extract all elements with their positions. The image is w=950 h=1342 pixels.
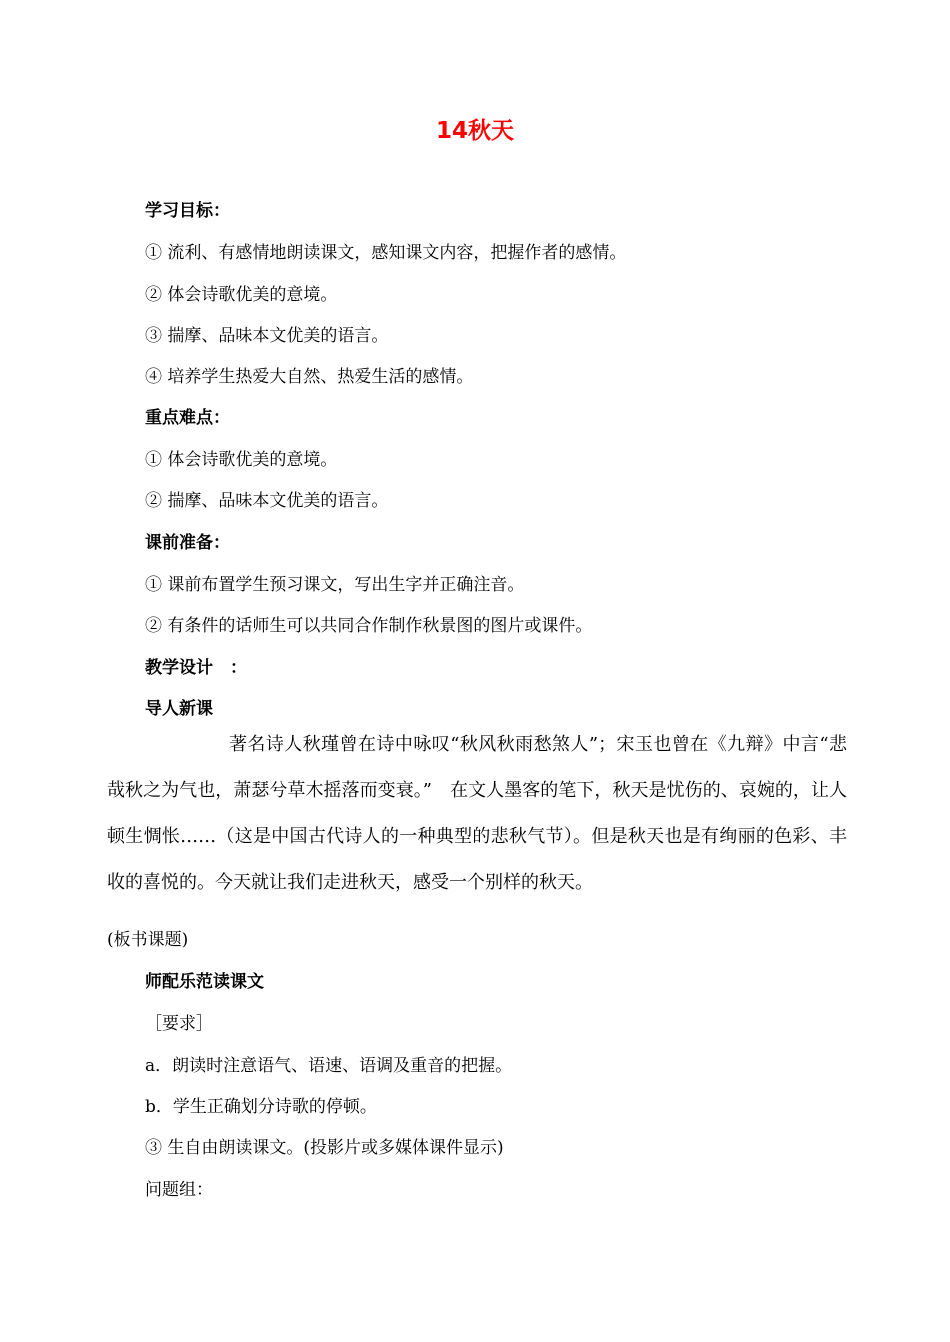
objective-item-4: ④ 培养学生热爱大自然、热爱生活的感情。 <box>145 367 474 387</box>
requirement-label: ［要求］ <box>145 1014 213 1034</box>
reading-heading: 师配乐范读课文 <box>145 972 264 992</box>
objective-item-1: ① 流利、有感情地朗读课文，感知课文内容，把握作者的感情。 <box>145 243 627 263</box>
preparation-item-1: ① 课前布置学生预习课文，写出生字并正确注音。 <box>145 575 525 595</box>
key-point-item-1: ① 体会诗歌优美的意境。 <box>145 450 338 470</box>
preparation-heading: 课前准备： <box>145 533 230 553</box>
key-point-item-2: ② 揣摩、品味本文优美的语言。 <box>145 491 389 511</box>
key-points-heading: 重点难点： <box>145 408 230 428</box>
intro-paragraph: 著名诗人秋瑾曾在诗中咏叹“秋风秋雨愁煞人”；宋玉也曾在《九辩》中言“悲哉秋之为气也，萧瑟兮草木摇落而变衰。” 在文人墨客的笔下，秋天是忧伤的、哀婉的，让人顿生惆怅……（这是中国古代诗人的一种典型的悲秋气节）。但是秋天也是有绚丽的色彩、丰收的喜悦的。今天就让我们走进秋天，感受一个别样的秋天。 <box>107 734 847 893</box>
design-heading: 教学设计 ： <box>145 658 247 678</box>
requirement-item-b: b．学生正确划分诗歌的停顿。 <box>145 1097 377 1117</box>
preparation-item-2: ② 有条件的话师生可以共同合作制作秋景图的图片或课件。 <box>145 616 593 636</box>
objective-item-3: ③ 揣摩、品味本文优美的语言。 <box>145 326 389 346</box>
objective-item-2: ② 体会诗歌优美的意境。 <box>145 285 338 305</box>
page-title: 14秋天 <box>435 118 514 144</box>
intro-heading: 导人新课 <box>145 699 213 719</box>
questions-label: 问题组： <box>145 1180 213 1200</box>
reading-step-3: ③ 生自由朗读课文。(投影片或多媒体课件显示) <box>145 1138 504 1158</box>
requirement-item-a: a．朗读时注意语气、语速、语调及重音的把握。 <box>145 1056 513 1076</box>
objectives-heading: 学习目标： <box>145 201 230 221</box>
intro-note: (板书课题) <box>107 930 189 950</box>
